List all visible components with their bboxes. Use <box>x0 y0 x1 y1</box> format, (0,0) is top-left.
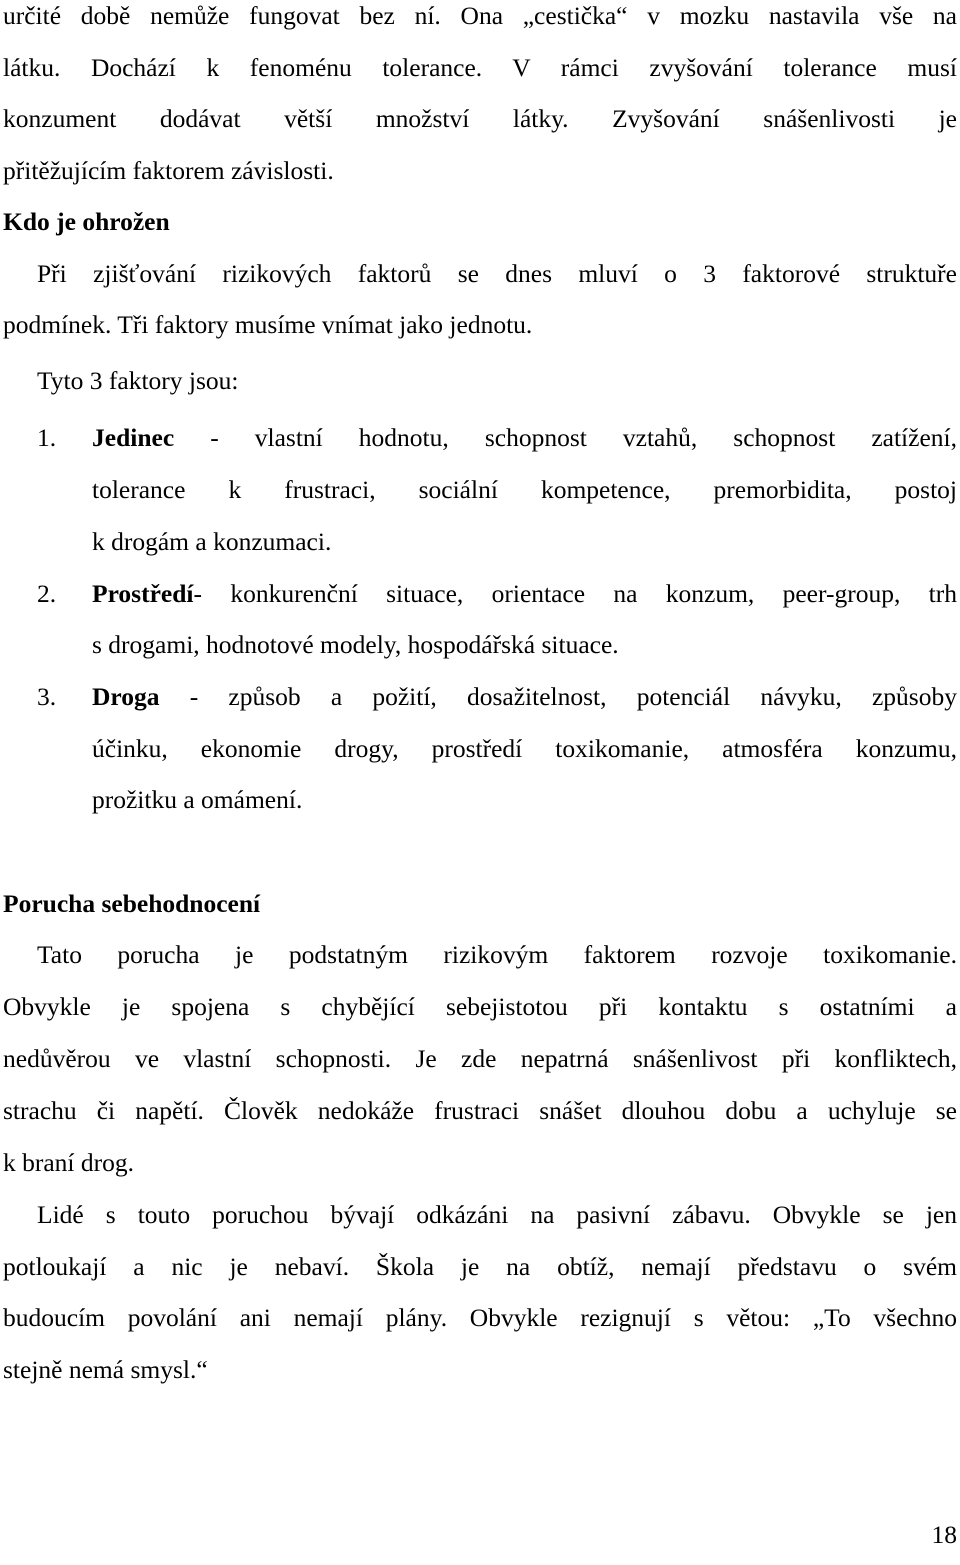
intro-line-2: látku. Dochází k fenoménu tolerance. V rámci zvyšování tolerance musí <box>3 53 957 82</box>
risk-line-1: Při zjišťování rizikových faktorů se dnes mluví o 3 faktorové struktuře <box>37 259 957 288</box>
paragraph-line: stejně nemá smysl.“ <box>3 1355 208 1384</box>
paragraph-line: nedůvěrou ve vlastní schopnosti. Je zde nepatrná snášenlivost při konfliktech, <box>3 1044 957 1073</box>
paragraph-line: Obvykle je spojena s chybějící sebejistotou při kontaktu s ostatními a <box>3 992 957 1021</box>
list-item-text: - způsob a požití, dosažitelnost, potenciál návyku, způsoby <box>159 682 957 711</box>
paragraph-line: Lidé s touto poruchou bývají odkázáni na pasivní zábavu. Obvykle se jen <box>37 1200 957 1229</box>
paragraph-line: k braní drog. <box>3 1148 135 1177</box>
list-item-first-line <box>92 579 957 609</box>
risk-line-2: podmínek. Tři faktory musíme vnímat jako jednotu. <box>3 310 533 339</box>
paragraph-line: Tato porucha je podstatným rizikovým faktorem rozvoje toxikomanie. <box>37 940 957 969</box>
list-item-term: Droga <box>92 682 160 711</box>
list-item-text: - konkurenční situace, orientace na konzum, peer-group, trh <box>193 579 957 608</box>
list-item-line: k drogám a konzumaci. <box>92 527 332 556</box>
list-item-line: tolerance k frustraci, sociální kompetence, premorbidita, postoj <box>92 475 957 504</box>
paragraph-line: potloukají a nic je nebaví. Škola je na obtíž, nemají představu o svém <box>3 1252 957 1281</box>
intro-line-4: přitěžujícím faktorem závislosti. <box>3 156 334 185</box>
list-item-first-line <box>92 423 957 453</box>
list-item-text: - vlastní hodnotu, schopnost vztahů, schopnost zatížení, <box>174 423 957 452</box>
list-item-line: účinku, ekonomie drogy, prostředí toxikomanie, atmosféra konzumu, <box>92 734 957 763</box>
paragraph-line: strachu či napětí. Člověk nedokáže frustraci snášet dlouhou dobu a uchyluje se <box>3 1096 957 1125</box>
list-item-term: Prostředí <box>92 579 194 608</box>
intro-line-3: konzument dodávat větší množství látky. Zvyšování snášenlivosti je <box>3 104 957 133</box>
list-item-first-line <box>92 682 957 712</box>
list-item-number: 1. <box>37 423 57 452</box>
section-heading-risk: Kdo je ohrožen <box>3 207 170 236</box>
section-heading-self-esteem: Porucha sebehodnocení <box>3 889 261 918</box>
list-item-number: 3. <box>37 682 57 711</box>
page-number: 18 <box>931 1520 957 1549</box>
list-item-term: Jedinec <box>92 423 175 452</box>
list-item-line: s drogami, hodnotové modely, hospodářská situace. <box>92 630 619 659</box>
paragraph-line: budoucím povolání ani nemají plány. Obvykle rezignují s větou: „To všechno <box>3 1303 957 1332</box>
list-item-line: prožitku a omámení. <box>92 785 303 814</box>
intro-line-1: určité době nemůže fungovat bez ní. Ona „cestička“ v mozku nastavila vše na <box>3 1 957 30</box>
list-item-number: 2. <box>37 579 57 608</box>
list-intro: Tyto 3 faktory jsou: <box>37 366 239 395</box>
